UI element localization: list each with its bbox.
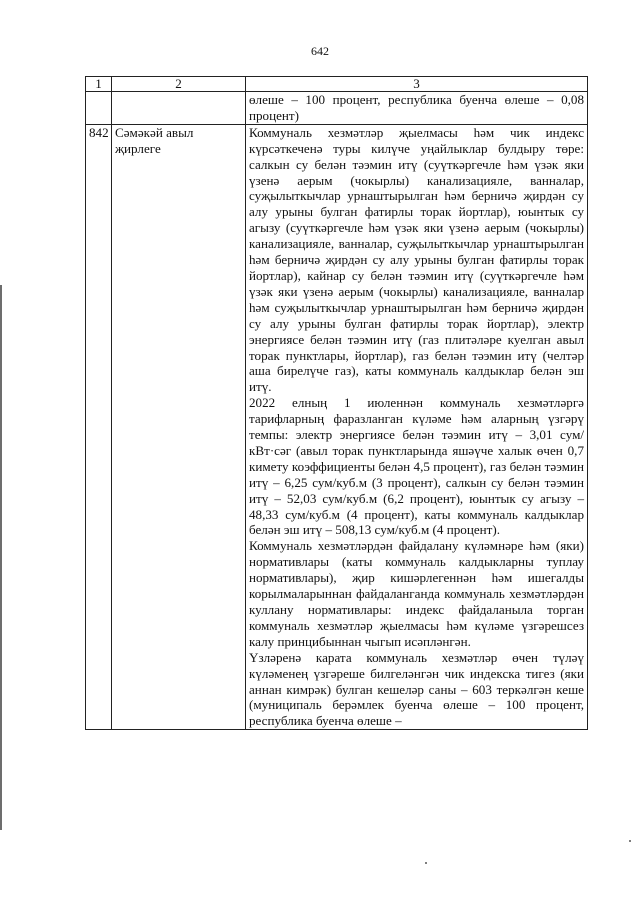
page-number: 642: [311, 44, 329, 58]
continuation-text: өлеше – 100 процент, республика буенча өлеше – 0,08 процент): [246, 92, 588, 125]
table-row: [86, 124, 588, 729]
paragraph-services: Коммуналь хезмәтләр җыелмасы һәм чик индекс күрсәткеченә туры килүче уңайлыклар булдыру төре: салкын су белән тәэмин итү (суүткәргечле һәм үзәк яки үзенә аерым (чокырлы) канализацияле, ванналар, суҗылыткычлар урнаштырылган һәм берничә җирдән су алу урыны булган фатирлы торак йортлар), юынтык су агызу (суүткәргечле һәм үзәк яки үзенә аерым (чокырлы) канализацияле, ванналар, суҗылыткычлар урнаштырылган һәм берничә җирдән су алу урыны булган фатирлы торак йортлар), кайнар су белән тәэмин итү (суүткәргечле һәм үзәк яки үзенә аерым (чокырлы) канализацияле, ванналар һәм суҗылыткычлар урнаштырылган һәм берничә җирдән су алу урыны булган фатирлы торак йортлар), электр энергиясе белән тәэмин итү (газ плитәләре куелган авыл торак пунктлары, йортлар), газ белән тәэмин итү (челтәр аша бирелүче газ), каты коммуналь калдыклар белән эш итү.: [249, 124, 584, 395]
header-col-1: 1: [86, 77, 112, 92]
paragraph-population: Үзләренә карата коммуналь хезмәтләр өчен түләү күләменең үзгәреше билгеләнгән чик индекска тигез (яки аннан кимрәк) булган кешеләр саны – 603 теркәлгән кеше (муниципаль берәмлек буенча өлеше – 100 процент, республика буенча өлеше –: [249, 649, 584, 729]
paragraph-norms: Коммуналь хезмәтләрдән файдалану күләмнәре һәм (яки) нормативлары (каты коммуналь калдыкларны туплау нормативлары), җир кишәрлегеннән һәм ишегалды корылмаларыннан файдаланганда коммуналь хезмәтләрдән куллану нормативлары: индекс файдаланыла торган коммуналь хезмәтләр җыелмасы һәм күләме үзгәрешсез калу принцибыннан чыгып исәпләнгән.: [249, 538, 584, 649]
settlement-name: Сәмәкәй авыл җирлеге: [112, 124, 246, 729]
continuation-row: [86, 92, 588, 125]
table-header-row: [86, 77, 588, 92]
header-col-2: 2: [112, 77, 246, 92]
row-description: [246, 124, 588, 729]
scan-speck: [629, 840, 631, 842]
municipal-tariff-table: [85, 76, 588, 730]
scan-edge-mark: [0, 285, 2, 830]
paragraph-tariffs: 2022 елның 1 июленнән коммуналь хезмәтләргә тарифларның фаразланган күләме һәм аларның үзгәрү темпы: электр энергиясе белән тәэмин итү – 3,01 сум/кВт·сәг (авыл торак пунктларында яшәүче халык өчен 0,7 кимету коэффициенты белән 4,5 процент), газ белән тәэмин итү – 6,25 сум/куб.м (3 процент), салкын су белән тәэмин итү – 52,03 сум/куб.м (6,2 процент), юынтык су агызу – 48,33 сум/куб.м (4 процент), каты коммуналь калдыклар белән эш итү – 508,13 сум/куб.м (4 процент).: [249, 395, 584, 538]
row-number: 842: [86, 124, 112, 729]
continuation-num: [86, 92, 112, 125]
header-col-3: 3: [246, 77, 588, 92]
continuation-name: [112, 92, 246, 125]
scan-speck: [425, 862, 427, 864]
